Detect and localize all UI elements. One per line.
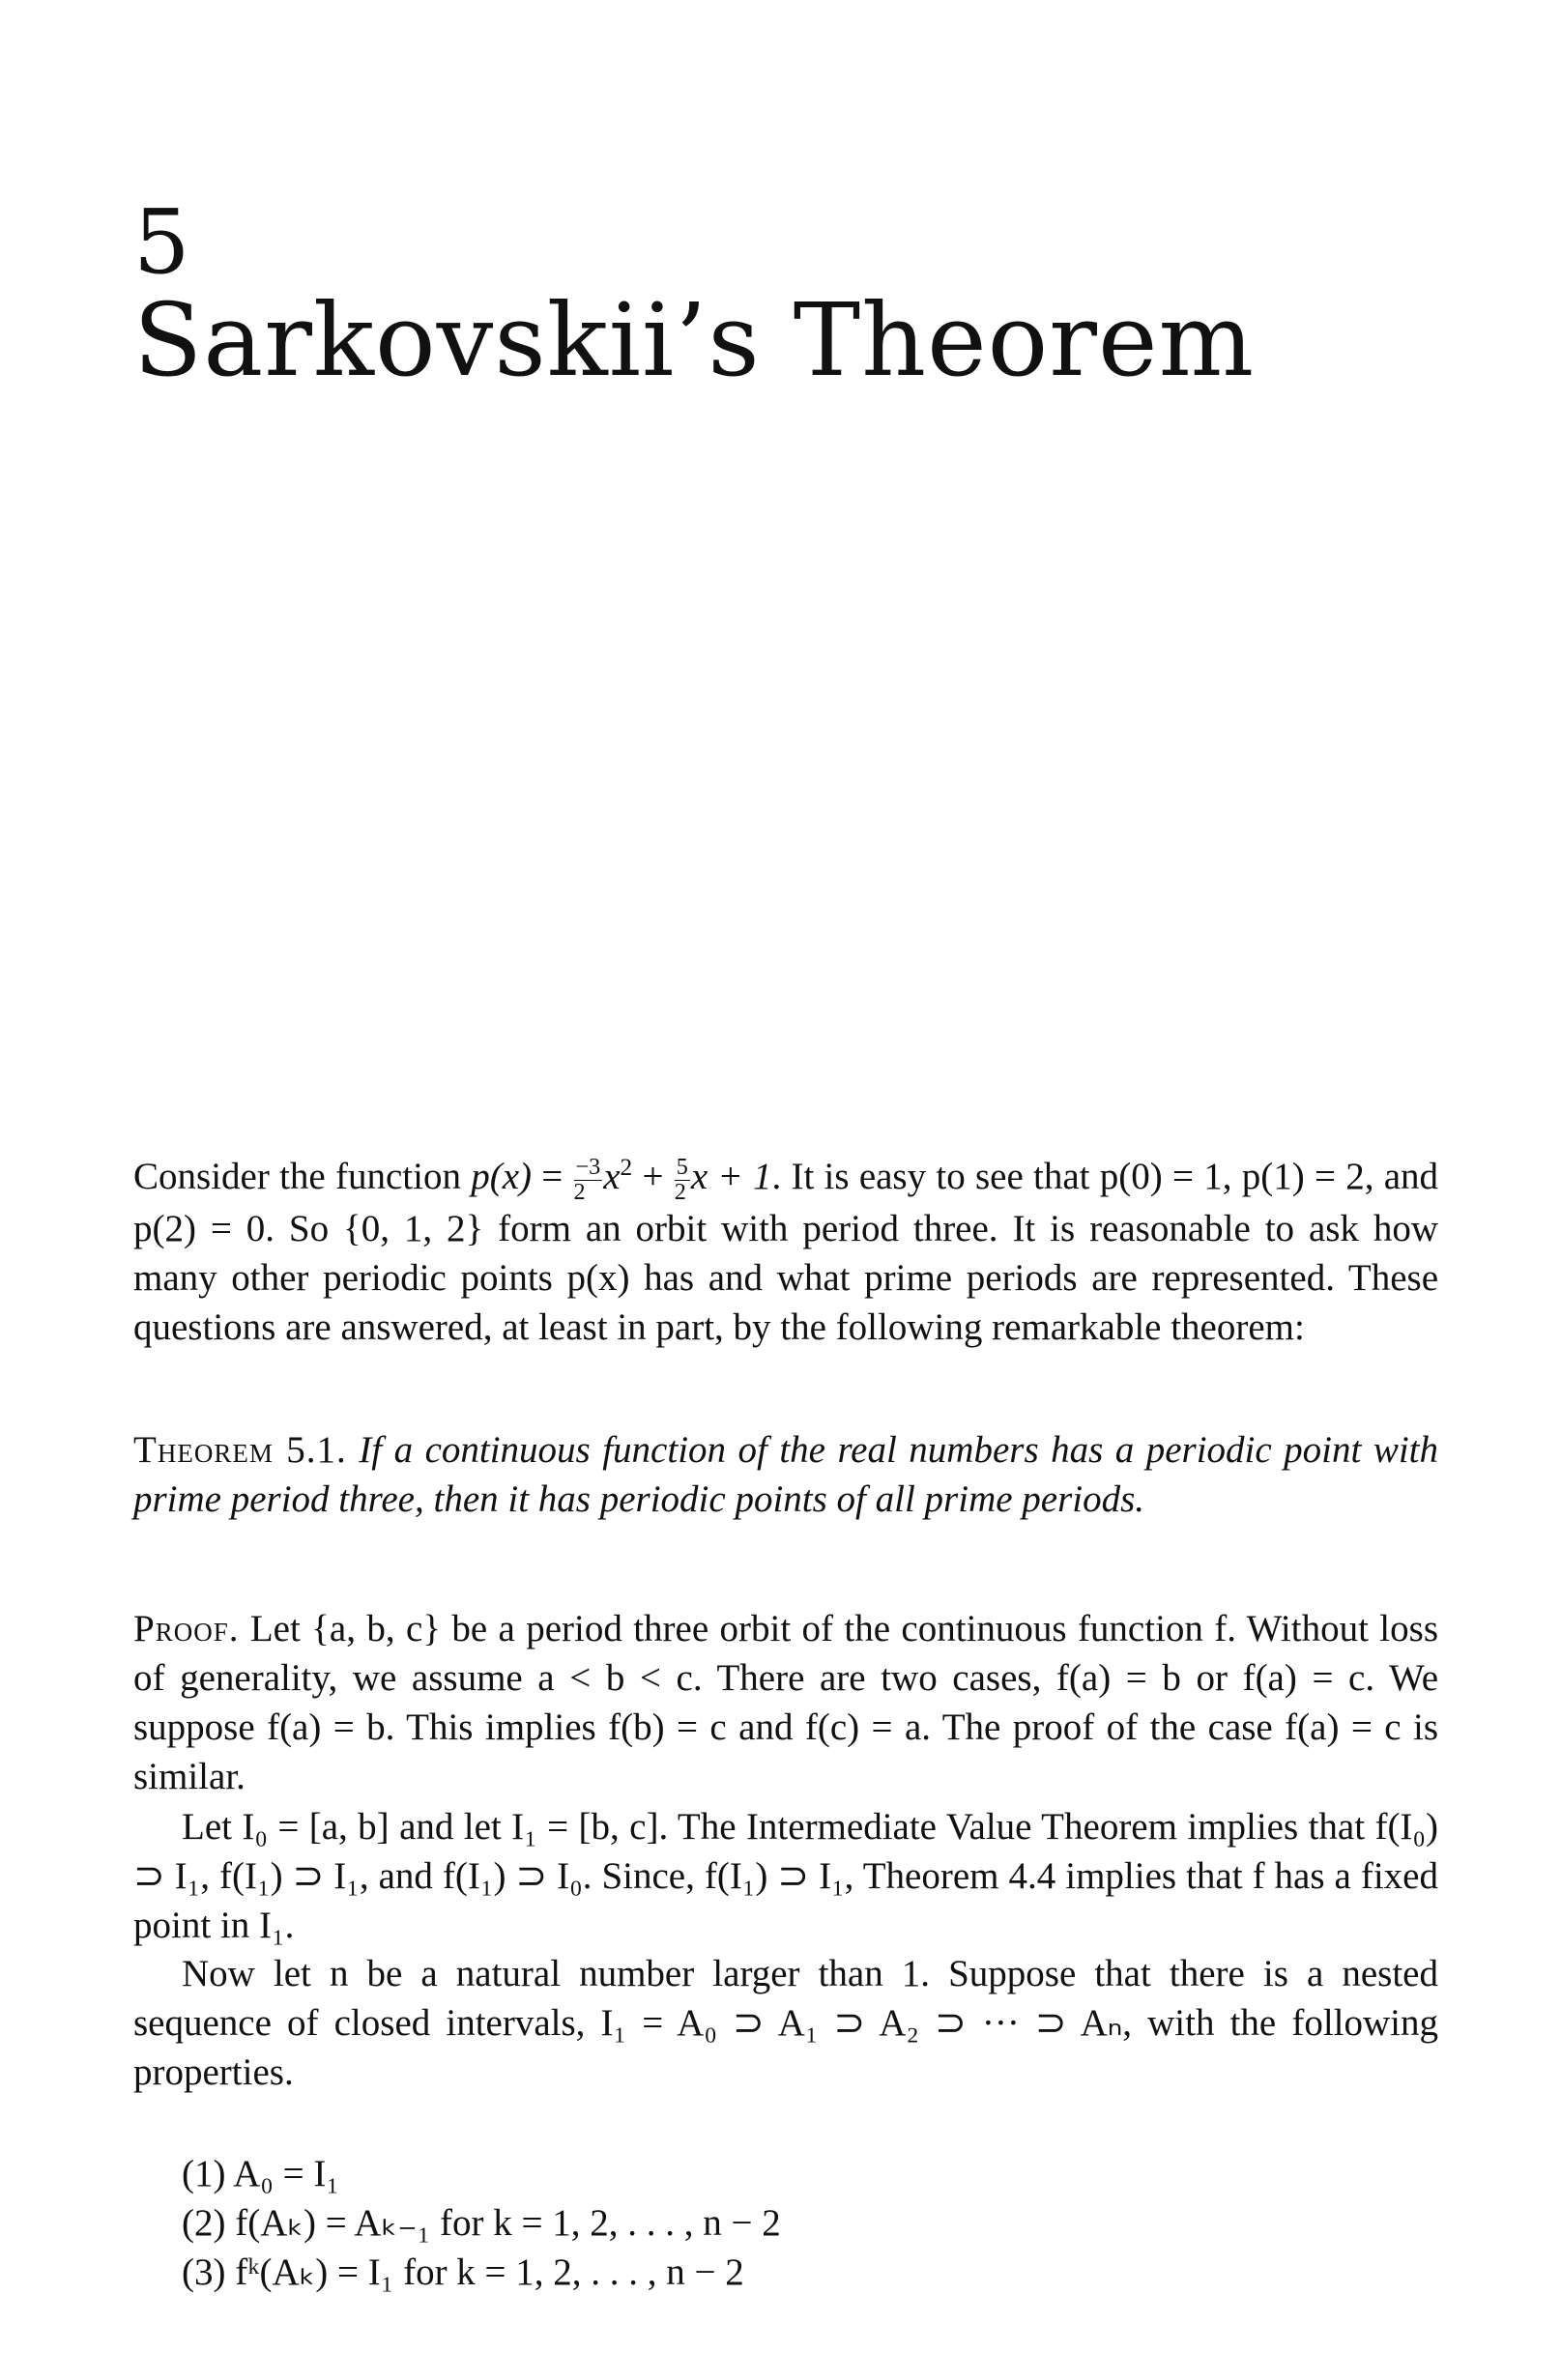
property-item-2: (2) f(Aₖ) = Aₖ₋₁ for k = 1, 2, . . . , n − 2 [182,2202,781,2244]
proof-paragraph-3: Now let n be a natural number larger than 1. Suppose that there is a nested sequence of closed intervals, I₁ = A₀ ⊃ A₁ ⊃ A₂ ⊃ ··· ⊃ Aₙ, with the following properties. [133,1953,1438,2093]
properties-list [182,2149,781,2297]
intro-equals: = [532,1156,573,1197]
proof-paragraph-2: Let I₀ = [a, b] and let I₁ = [b, c]. The Intermediate Value Theorem implies that f(I₀) ⊃ I₁, f(I₁) ⊃ I₁, and f(I₁) ⊃ I₀. Since, f(I₁) ⊃ I₁, Theorem 4.4 implies that f has a fixed point in I₁. [133,1806,1438,1946]
fraction-denominator: 2 [573,1178,586,1205]
theorem-label: Theorem 5.1. [133,1429,347,1471]
theorem-statement: If a continuous function of the real numbers has a periodic point with prime period three, then it has periodic points of all prime periods. [133,1429,1439,1520]
intro-text-rest: . It is easy to see that p(0) = 1, p(1) = 2, and p(2) = 0. So {0, 1, 2} form an orbit with period three. It is reasonable to ask how many other periodic points p(x) has and what prime periods are represented. These questions are answered, at least in part, by the following remarkable theorem: [133,1156,1439,1348]
intro-x: x [603,1156,621,1197]
intro-plus: + [632,1156,674,1197]
fraction-five-halves [675,1156,690,1203]
intro-exponent: 2 [620,1154,633,1181]
proof-label: Proof. [133,1608,240,1649]
intro-x-plus-one: x + 1 [690,1156,772,1197]
fraction-numerator: −3 [575,1154,601,1181]
proof-paragraph-1 [133,1604,1438,1801]
property-item-1: (1) A₀ = I₁ [182,2153,339,2194]
theorem-paragraph [133,1425,1438,1524]
fraction-denominator: 2 [674,1178,686,1205]
property-item-3: (3) fᵏ(Aₖ) = I₁ for k = 1, 2, . . . , n − 2 [182,2251,744,2293]
fraction-numerator: 5 [676,1154,688,1181]
chapter-number: 5 [133,190,190,294]
intro-text-lead: Consider the function [133,1156,472,1197]
intro-paragraph [133,1152,1438,1352]
chapter-title: Sarkovskii’s Theorem [133,281,1256,399]
intro-px: p(x) [471,1156,532,1197]
fraction-neg-three-halves [574,1156,603,1203]
proof-text-1: Let {a, b, c} be a period three orbit of the continuous function f. Without loss of generality, we assume a < b < c. There are two cases, f(a) = b or f(a) = c. We suppose f(a) = b. This implies f(b) = c and f(c) = a. The proof of the case f(a) = c is similar. [133,1608,1438,1797]
